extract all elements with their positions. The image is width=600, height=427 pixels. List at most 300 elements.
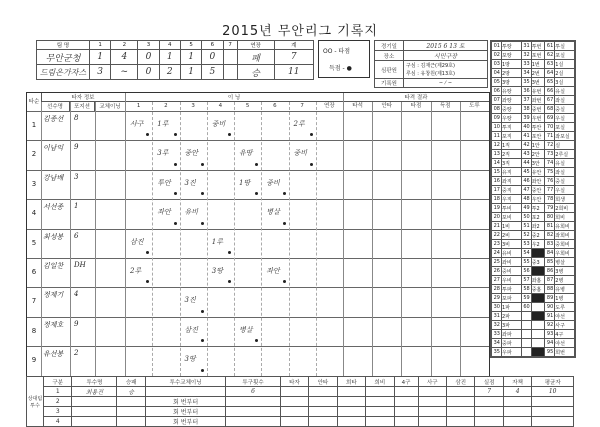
- run-dot: [201, 369, 204, 372]
- pitch-cell-era: [532, 397, 574, 407]
- code-number: 78: [545, 195, 555, 204]
- code-number: 02: [492, 51, 502, 60]
- play-mark: 중비: [211, 120, 226, 128]
- run-dot: [228, 133, 231, 136]
- batter-position: 9: [74, 319, 79, 328]
- code-label: 중파: [502, 339, 522, 348]
- pitch-cell-era: 10: [532, 387, 574, 397]
- code-label: 좌번: [531, 96, 545, 105]
- code-label: 1실: [555, 60, 575, 69]
- code-number: 34: [521, 69, 531, 78]
- run-dot: [201, 310, 204, 313]
- pitch-cell-r: [475, 397, 503, 407]
- batter-name: 최성봉: [43, 232, 64, 241]
- code-number: 25: [492, 258, 502, 267]
- run-dot: [283, 280, 286, 283]
- umpire-base: 루심 : 유창원(제13호): [406, 70, 455, 77]
- name-header: 선수명: [41, 102, 70, 112]
- pitch-header: 투구횟수: [226, 377, 280, 387]
- pitch-cell-inning: 회 번부터: [145, 397, 225, 407]
- column-divider: [316, 102, 317, 376]
- column-divider: [343, 93, 344, 376]
- code-number: 61: [545, 42, 555, 51]
- code-number: 27: [492, 276, 502, 285]
- code-number: 66: [545, 87, 555, 96]
- pitch-cell-bb: [394, 407, 418, 417]
- code-label: 투실: [555, 42, 575, 51]
- play-mark: 삼진: [184, 325, 199, 334]
- column-divider: [152, 102, 153, 376]
- pitch-cell-sf: [366, 397, 394, 407]
- pitch-cell-bf: [280, 407, 308, 417]
- pitch-row: [27, 417, 574, 427]
- column-divider: [70, 102, 71, 376]
- pitch-cell-r: [475, 417, 503, 427]
- code-number: 68: [545, 105, 555, 114]
- column-divider: [460, 102, 461, 376]
- pos-header: 포지션: [70, 102, 95, 112]
- batter-position: DH: [74, 261, 86, 269]
- code-label: 좌포실: [555, 132, 575, 141]
- play-mark: 2루: [130, 267, 142, 275]
- code-label: 포실: [555, 123, 575, 132]
- code-number: 04: [492, 69, 502, 78]
- pitch-row: [27, 397, 574, 407]
- batter-position: 9: [74, 143, 79, 152]
- code-number: 36: [521, 87, 531, 96]
- code-number: 87: [545, 276, 555, 285]
- pitch-header: 승패: [117, 377, 145, 387]
- code-number: 29: [492, 294, 502, 303]
- info-label: 심판원: [375, 61, 404, 79]
- pitch-header: 구분: [44, 377, 72, 387]
- score-table: [36, 40, 314, 80]
- row-divider: [27, 258, 489, 259]
- code-number: 30: [492, 303, 502, 312]
- code-number: 89: [545, 294, 555, 303]
- inning-label: 2: [152, 102, 179, 112]
- result-label: 안타: [372, 102, 401, 112]
- code-number: 40: [521, 123, 531, 132]
- pitch-cell-bb: [394, 417, 418, 427]
- pitch-cell-er: [503, 407, 531, 417]
- code-label: 중홈: [531, 285, 545, 294]
- pitching-table: [26, 376, 574, 427]
- pitch-cell-count: [226, 407, 280, 417]
- code-number: 32: [492, 321, 502, 330]
- batter-position: 8: [74, 114, 79, 122]
- column-divider: [207, 102, 208, 376]
- code-row: [492, 78, 575, 87]
- pitch-cell-era: [532, 417, 574, 427]
- code-number: 62: [545, 51, 555, 60]
- pitch-cell-name: [72, 397, 117, 407]
- code-number: 94: [545, 339, 555, 348]
- code-label: 1안: [531, 141, 545, 150]
- legend-box: [318, 40, 370, 78]
- row-divider: [27, 140, 489, 141]
- batter-name: 김일찬: [43, 262, 64, 270]
- pitch-header: 희비: [366, 377, 394, 387]
- code-label: 중땅: [502, 105, 522, 114]
- pitch-header: 실점: [475, 377, 503, 387]
- code-row: [492, 249, 575, 258]
- code-label: 2희비: [555, 204, 575, 213]
- code-label: [531, 330, 545, 339]
- sub-header: 교체이닝: [95, 102, 126, 112]
- code-number: 24: [492, 249, 502, 258]
- code-number: 80: [545, 213, 555, 222]
- team-name: 무안군청: [37, 50, 90, 65]
- code-number: [492, 357, 502, 359]
- code-label: 4구: [555, 330, 575, 339]
- code-label: 좌3: [531, 249, 545, 258]
- batter-position: 3: [74, 172, 79, 181]
- play-mark: 유비: [184, 208, 199, 217]
- code-number: [521, 321, 531, 330]
- batter-name: 유선봉: [43, 350, 64, 359]
- pitch-header: 자책: [503, 377, 531, 387]
- code-label: 3번: [531, 78, 545, 87]
- code-number: 21: [492, 222, 502, 231]
- code-label: 유실: [555, 87, 575, 96]
- run-dot: [255, 163, 258, 166]
- code-row: [492, 123, 575, 132]
- batter-position: 2: [74, 349, 79, 358]
- pitch-cell-sf: [366, 387, 394, 397]
- code-number: 50: [521, 213, 531, 222]
- info-label: 기록원: [375, 79, 404, 88]
- inning-score: 0: [138, 50, 159, 65]
- code-label: 3직: [502, 159, 522, 168]
- pitch-cell-inning: 회 번부터: [145, 417, 225, 427]
- run-dot: [201, 192, 204, 195]
- code-label: 1병: [555, 294, 575, 303]
- code-label: 좌직: [502, 177, 522, 186]
- pitch-cell-h: [309, 397, 337, 407]
- code-number: 31: [492, 312, 502, 321]
- code-number: 17: [492, 186, 502, 195]
- batter-name: 이남익: [43, 144, 64, 153]
- code-number: 82: [545, 231, 555, 240]
- code-label: 투안: [531, 123, 545, 132]
- code-row: [492, 69, 575, 78]
- code-row: [492, 321, 575, 330]
- play-mark: 3진: [184, 178, 196, 187]
- page-title: 2015년 무안리그 기록지: [222, 24, 378, 39]
- game-place: 시민구장: [404, 51, 488, 61]
- score-header: 계: [274, 41, 313, 50]
- run-dot: [146, 133, 149, 136]
- run-dot: [283, 222, 286, 225]
- code-number: 03: [492, 60, 502, 69]
- code-row: [492, 348, 575, 357]
- pitch-cell-bf: [280, 397, 308, 407]
- code-label: 우파: [502, 348, 522, 357]
- code-number: 56: [521, 267, 531, 276]
- code-label: 중번: [531, 105, 545, 114]
- pitch-header: 삼진: [446, 377, 474, 387]
- code-row: [492, 285, 575, 294]
- code-row: [492, 258, 575, 267]
- code-number: 55: [521, 258, 531, 267]
- code-label: 3땅: [502, 78, 522, 87]
- code-row: [492, 132, 575, 141]
- pitch-cell-count: 6: [226, 387, 280, 397]
- inning-score: [223, 65, 237, 80]
- inning-score: 5: [202, 65, 223, 80]
- code-row: [492, 177, 575, 186]
- code-label: 3비: [502, 240, 522, 249]
- play-mark: 2루: [293, 120, 305, 128]
- pitch-cell-h: [309, 387, 337, 397]
- code-label: 1땅: [502, 60, 522, 69]
- code-label: 좌홈: [531, 276, 545, 285]
- inning-label: 4: [207, 102, 234, 112]
- code-label: 중2: [531, 231, 545, 240]
- code-row: [492, 150, 575, 159]
- run-dot: [310, 163, 313, 166]
- pitch-cell-h: [309, 407, 337, 417]
- column-divider: [95, 102, 96, 376]
- batter-position: 1: [74, 202, 79, 211]
- extra-score: 패: [237, 50, 274, 65]
- code-number: 20: [492, 213, 502, 222]
- batting-order: 1: [31, 121, 37, 129]
- pitch-cell-er: [503, 397, 531, 407]
- pitch-row: [27, 387, 574, 397]
- batting-order: 5: [31, 238, 37, 247]
- code-number: [521, 357, 531, 359]
- pitch-cell-sf: [366, 417, 394, 427]
- code-number: 86: [545, 267, 555, 276]
- code-label: [531, 303, 545, 312]
- code-label: 실: [555, 141, 575, 150]
- code-row: [492, 141, 575, 150]
- row-divider: [27, 111, 489, 112]
- code-number: 93: [545, 330, 555, 339]
- code-number: 05: [492, 78, 502, 87]
- code-label: 우실: [555, 114, 575, 123]
- batting-order: 8: [31, 326, 37, 335]
- code-number: 92: [545, 321, 555, 330]
- code-number: 46: [521, 177, 531, 186]
- code-number: 32: [521, 51, 531, 60]
- code-number: 95: [545, 348, 555, 357]
- code-number: 41: [521, 132, 531, 141]
- code-number: 88: [545, 285, 555, 294]
- pitch-header: 희타: [337, 377, 365, 387]
- pitch-cell-result: [117, 417, 145, 427]
- code-number: 45: [521, 168, 531, 177]
- pitch-cell-sh: [337, 417, 365, 427]
- code-label: 중실: [555, 177, 575, 186]
- code-number: 79: [545, 204, 555, 213]
- pitch-cell-no: 4: [44, 417, 72, 427]
- inning-score: 1: [180, 50, 201, 65]
- code-number: 69: [545, 114, 555, 123]
- pitch-cell-r: [475, 407, 503, 417]
- code-row: [492, 96, 575, 105]
- score-header: 1: [90, 41, 111, 50]
- code-label: [531, 312, 545, 321]
- play-mark: 1루: [211, 237, 223, 246]
- pitch-cell-sh: [337, 407, 365, 417]
- code-label: 야선: [555, 339, 575, 348]
- score-header: 연장: [237, 41, 274, 50]
- batting-order: 2: [31, 150, 37, 159]
- batting-order: 3: [31, 179, 37, 188]
- code-number: [521, 339, 531, 348]
- code-label: 포2: [531, 213, 545, 222]
- code-number: 67: [545, 96, 555, 105]
- column-divider: [41, 102, 42, 376]
- code-label: 좌파: [502, 330, 522, 339]
- code-number: 19: [492, 204, 502, 213]
- code-label: 2실: [555, 69, 575, 78]
- code-number: 91: [545, 312, 555, 321]
- code-label: 2병: [555, 276, 575, 285]
- total-score: 11: [274, 65, 313, 80]
- batter-name: 강남배: [43, 173, 64, 182]
- code-label: 1비: [502, 222, 522, 231]
- code-label: 2안: [531, 150, 545, 159]
- inning-score: 1: [180, 65, 201, 80]
- code-label: 우3: [531, 267, 545, 276]
- code-number: 53: [521, 240, 531, 249]
- code-row: [492, 312, 575, 321]
- pitch-cell-inning: 회 번부터: [145, 407, 225, 417]
- code-label: 3안: [531, 159, 545, 168]
- batter-position: 6: [74, 231, 79, 240]
- result-label: 득점: [431, 102, 460, 112]
- pitch-cell-name: 최용진: [72, 387, 117, 397]
- pitch-cell-so: [446, 407, 474, 417]
- code-label: 유희비: [555, 222, 575, 231]
- pitch-cell-sh: [337, 397, 365, 407]
- pitch-cell-er: [503, 417, 531, 427]
- pitch-header: 사구: [418, 377, 446, 387]
- inning-label: 연장: [316, 102, 343, 112]
- code-label: 투파: [502, 285, 522, 294]
- team-name: 드림온가자스: [37, 65, 90, 80]
- column-divider: [401, 102, 402, 376]
- code-label: 투2: [531, 204, 545, 213]
- run-dot: [201, 163, 204, 166]
- pitch-cell-era: [532, 407, 574, 417]
- code-label: 좌희비: [555, 231, 575, 240]
- code-number: 06: [492, 87, 502, 96]
- run-dot: [255, 339, 258, 342]
- code-number: 38: [521, 105, 531, 114]
- code-label: 2직: [502, 150, 522, 159]
- pitch-section-label: 상대팀 투수: [27, 377, 44, 427]
- code-number: 14: [492, 159, 502, 168]
- inning-score: 2: [159, 65, 180, 80]
- code-number: 35: [521, 78, 531, 87]
- batting-order: 4: [31, 209, 37, 218]
- code-number: 12: [492, 141, 502, 150]
- inning-label: 5: [234, 102, 261, 112]
- run-dot: [255, 192, 258, 195]
- code-number: 81: [545, 222, 555, 231]
- code-number: 34: [492, 339, 502, 348]
- extra-score: 승: [237, 65, 274, 80]
- play-mark: 3땅: [211, 267, 223, 275]
- pitch-cell-no: 2: [44, 397, 72, 407]
- code-label: 야선: [555, 312, 575, 321]
- code-label: 투땅: [502, 42, 522, 51]
- code-label: [555, 357, 575, 359]
- pitch-header: 타자: [280, 377, 308, 387]
- code-row: [492, 330, 575, 339]
- code-label: 2비: [502, 231, 522, 240]
- code-label: 유번: [531, 87, 545, 96]
- column-divider: [431, 102, 432, 376]
- play-mark: 좌안: [266, 267, 280, 275]
- run-dot: [146, 251, 149, 254]
- column-divider: [125, 93, 126, 376]
- code-number: 11: [492, 132, 502, 141]
- batting-order: 6: [31, 268, 37, 276]
- pitch-cell-bb: [394, 387, 418, 397]
- pitch-cell-hbp: [418, 407, 446, 417]
- code-label: 유안: [531, 168, 545, 177]
- code-label: 좌실: [555, 168, 575, 177]
- score-header: 2: [111, 41, 138, 50]
- code-label: [502, 357, 522, 359]
- code-label: 유직: [502, 168, 522, 177]
- code-label: 유병: [555, 285, 575, 294]
- game-date: 2015 6 13 토: [404, 41, 488, 51]
- code-label: 도루: [555, 303, 575, 312]
- inning-score: 4: [111, 50, 138, 65]
- batting-order: 9: [31, 356, 37, 365]
- code-label: 3실: [555, 78, 575, 87]
- code-number: 54: [521, 249, 531, 258]
- column-divider: [261, 102, 262, 376]
- batting-order: 7: [31, 297, 37, 306]
- code-number: 33: [492, 330, 502, 339]
- code-number: 23: [492, 240, 502, 249]
- pitch-cell-so: [446, 417, 474, 427]
- code-label: 중3: [531, 258, 545, 267]
- play-mark: 좌안: [157, 208, 171, 217]
- code-label: 사구: [555, 321, 575, 330]
- code-label: 중비: [502, 267, 522, 276]
- pitch-header: 4구: [394, 377, 418, 387]
- code-label: 중직: [502, 186, 522, 195]
- pitch-cell-sh: [337, 387, 365, 397]
- pitch-cell-inning: [145, 387, 225, 397]
- pitch-cell-bb: [394, 397, 418, 407]
- play-mark: 3땅: [184, 355, 196, 364]
- code-label: 우안: [531, 195, 545, 204]
- code-label: [531, 321, 545, 330]
- code-label: 포번: [531, 51, 545, 60]
- code-label: 포직: [502, 132, 522, 141]
- code-list: [490, 40, 576, 358]
- batter-name: 정재기: [43, 291, 64, 300]
- run-dot: [174, 133, 177, 136]
- run-dot: [174, 192, 177, 195]
- code-label: 유비: [502, 249, 522, 258]
- code-number: 64: [545, 69, 555, 78]
- pitch-row: [27, 407, 574, 417]
- pitch-header: 투수명: [72, 377, 117, 387]
- code-row: [492, 195, 575, 204]
- pitch-cell-name: [72, 407, 117, 417]
